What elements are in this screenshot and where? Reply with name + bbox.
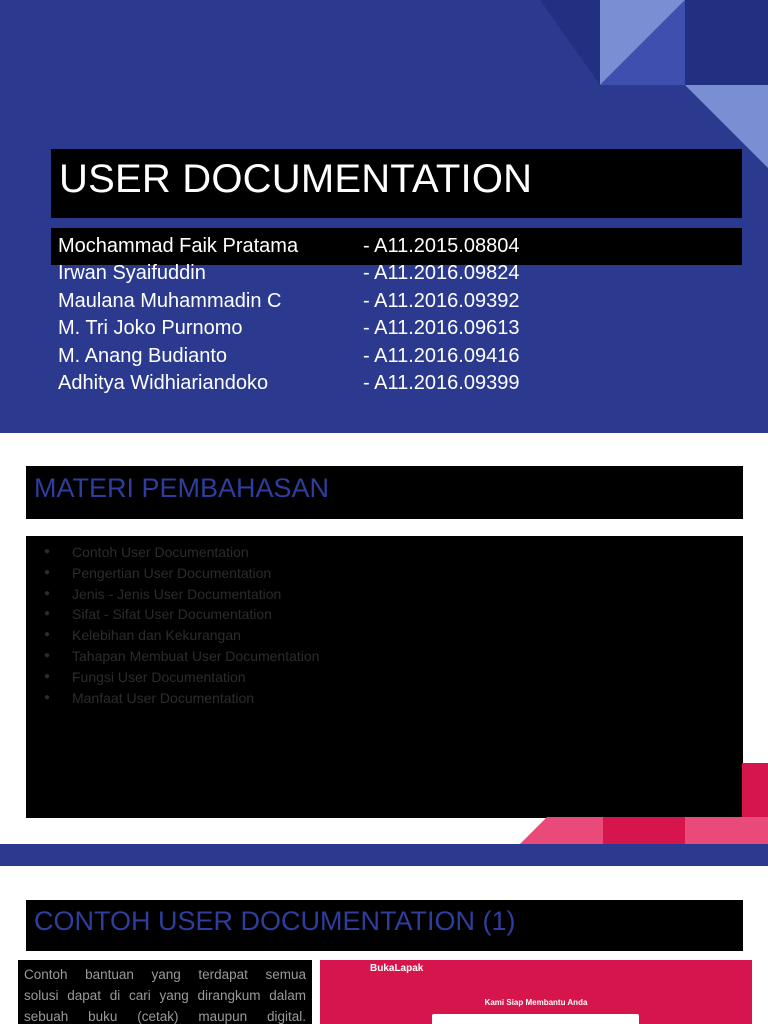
corner-decoration [0,433,768,866]
member-name: Irwan Syaifuddin [58,262,206,285]
agenda-item-label: Pengertian User Documentation [72,564,272,581]
slide-title [0,0,768,433]
member-row [58,315,618,342]
bullet-icon: ● [44,629,51,641]
member-id: - A11.2015.08804 [363,235,520,257]
bullet-icon: ● [44,587,51,599]
example-title: CONTOH USER DOCUMENTATION (1) [34,906,516,936]
agenda-item-label: Fungsi User Documentation [72,668,246,685]
member-name: Maulana Muhammadin C [58,289,282,312]
agenda-item-label: Sifat - Sifat User Documentation [72,606,272,623]
help-search-box [432,1014,639,1024]
bullet-icon: ● [44,691,51,703]
agenda-item-label: Kelebihan dan Kekurangan [72,627,241,644]
bukalapak-logo: BukaLapak [370,963,424,974]
member-name: Mochammad Faik Pratama [58,235,299,257]
member-id: - A11.2016.09392 [363,289,520,312]
agenda-title: MATERI PEMBAHASAN [34,473,330,503]
member-name: M. Tri Joko Purnomo [58,317,243,340]
bukalapak-screenshot [320,960,752,1024]
agenda-item-label: Contoh User Documentation [72,544,249,560]
slide-title-text: USER DOCUMENTATION [59,157,533,201]
member-row [58,233,618,260]
example-text-line: sebuah buku (cetak) maupun digital. [24,1009,306,1024]
member-name: Adhitya Widhiariandoko [58,371,269,394]
member-row [58,288,618,315]
help-headline: Kami Siap Membantu Anda [484,998,588,1007]
member-id: - A11.2016.09416 [363,344,520,367]
example-text-line: solusi dapat di cari yang dirangkum dalam [24,988,306,1003]
example-text-box [18,960,312,1024]
bullet-icon: ● [44,670,51,682]
member-id: - A11.2016.09824 [363,262,520,285]
bullet-icon: ● [44,566,51,578]
agenda-item-label: Tahapan Membuat User Documentation [72,647,320,664]
member-list [58,233,618,397]
bullet-icon: ● [44,649,51,661]
bottom-band [0,844,768,866]
agenda-item-label: Manfaat User Documentation [72,689,255,706]
bullet-icon: ● [44,608,51,620]
bullet-icon: ● [44,546,51,557]
member-name: M. Anang Budianto [58,344,228,367]
example-text-line: Contoh bantuan yang terdapat semua [24,967,306,982]
agenda-item-label: Jenis - Jenis User Documentation [72,585,282,602]
member-row [58,343,618,370]
slide-example [0,866,768,1024]
member-row [58,260,618,287]
example-text [24,964,306,1024]
slide-agenda [0,433,768,866]
member-id: - A11.2016.09399 [363,371,520,394]
member-id: - A11.2016.09613 [363,317,520,340]
member-row [58,370,618,397]
